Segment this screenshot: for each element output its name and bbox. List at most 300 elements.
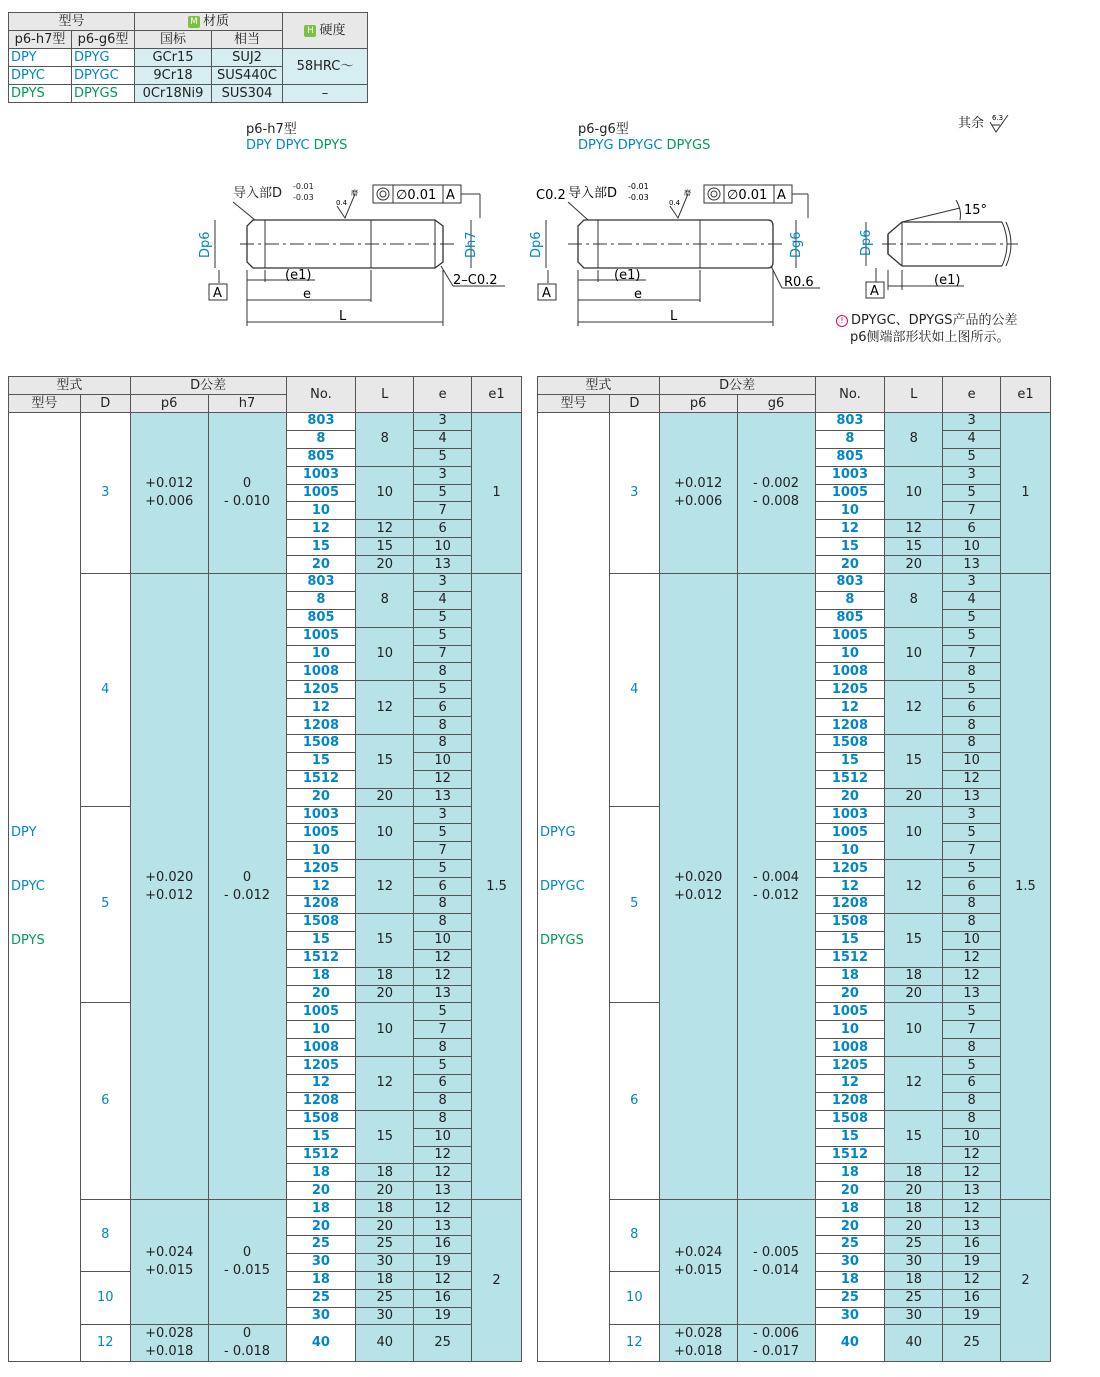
part-number-cell: 12 bbox=[286, 1074, 356, 1092]
length-cell: 25 bbox=[885, 1289, 943, 1307]
diameter-cell: 8 bbox=[609, 1200, 659, 1272]
length-cell: 20 bbox=[885, 1182, 943, 1200]
part-number-cell: 40 bbox=[815, 1325, 885, 1362]
part-number-cell: 15 bbox=[286, 752, 356, 770]
length-cell: 10 bbox=[356, 466, 414, 520]
svg-text:-0.03: -0.03 bbox=[293, 193, 314, 202]
hardness-cell: – bbox=[283, 85, 368, 103]
hdr-p6: p6 bbox=[130, 395, 208, 413]
hdr-no: No. bbox=[286, 377, 356, 413]
length-cell: 8 bbox=[885, 574, 943, 628]
length-cell: 20 bbox=[356, 788, 414, 806]
part-number-cell: 20 bbox=[815, 1218, 885, 1236]
diameter-cell: 4 bbox=[609, 574, 659, 807]
right-spec-table bbox=[537, 376, 1051, 1362]
length-cell: 15 bbox=[885, 735, 943, 789]
hdr-hardness: H 硬度 bbox=[283, 13, 368, 49]
model-cell: DPYGC bbox=[72, 67, 135, 85]
part-number-cell: 803 bbox=[815, 413, 885, 431]
length-cell: 20 bbox=[356, 985, 414, 1003]
e-cell: 7 bbox=[414, 842, 472, 860]
diameter-cell: 6 bbox=[80, 1003, 130, 1200]
length-cell: 15 bbox=[885, 913, 943, 967]
hdr-tol2: g6 bbox=[737, 395, 815, 413]
part-number-cell: 1005 bbox=[815, 1003, 885, 1021]
e1-cell: 1 bbox=[1001, 413, 1051, 574]
e-cell: 19 bbox=[414, 1307, 472, 1325]
hardness-cell: 58HRC～ bbox=[283, 49, 368, 85]
part-number-cell: 1005 bbox=[815, 484, 885, 502]
part-number-cell: 803 bbox=[286, 413, 356, 431]
tolerance-cell: 0 - 0.015 bbox=[208, 1200, 286, 1325]
p6-tolerance-cell: +0.020 +0.012 bbox=[659, 574, 737, 1200]
diameter-cell: 12 bbox=[609, 1325, 659, 1362]
hdr-model: 型号 bbox=[9, 395, 81, 413]
part-number-cell: 15 bbox=[815, 752, 885, 770]
e-cell: 10 bbox=[414, 752, 472, 770]
part-number-cell: 1208 bbox=[815, 717, 885, 735]
e-cell: 13 bbox=[414, 556, 472, 574]
diameter-cell: 8 bbox=[80, 1200, 130, 1272]
svg-text:e: e bbox=[303, 287, 311, 302]
part-number-cell: 12 bbox=[286, 520, 356, 538]
e-cell: 5 bbox=[943, 1003, 1001, 1021]
part-number-cell: 15 bbox=[815, 931, 885, 949]
tolerance-cell: 0 - 0.010 bbox=[208, 413, 286, 574]
model-cell: DPY bbox=[9, 49, 72, 67]
part-number-cell: 10 bbox=[815, 502, 885, 520]
model-cell: DPYS bbox=[9, 85, 72, 103]
e-cell: 3 bbox=[943, 574, 1001, 592]
part-number-cell: 12 bbox=[815, 520, 885, 538]
part-number-cell: 10 bbox=[286, 1021, 356, 1039]
model-cell: DPYGS bbox=[72, 85, 135, 103]
part-number-cell: 12 bbox=[286, 699, 356, 717]
right-drawing-title: p6-g6型 DPYG DPYGC DPYGS bbox=[578, 122, 711, 153]
e-cell: 12 bbox=[943, 967, 1001, 985]
model-column: DPY DPYC DPYS bbox=[9, 413, 81, 1362]
part-number-cell: 15 bbox=[286, 538, 356, 556]
part-number-cell: 20 bbox=[815, 1182, 885, 1200]
part-number-cell: 18 bbox=[286, 1200, 356, 1218]
part-number-cell: 10 bbox=[815, 645, 885, 663]
svg-text:(e1): (e1) bbox=[614, 268, 641, 283]
part-number-cell: 18 bbox=[815, 1200, 885, 1218]
svg-text:0.4: 0.4 bbox=[669, 199, 681, 207]
part-number-cell: 20 bbox=[286, 1182, 356, 1200]
svg-text:L: L bbox=[670, 309, 678, 324]
e-cell: 8 bbox=[414, 1039, 472, 1057]
e-cell: 12 bbox=[414, 949, 472, 967]
part-number-cell: 18 bbox=[815, 967, 885, 985]
e-cell: 8 bbox=[414, 896, 472, 914]
svg-text:A: A bbox=[777, 188, 786, 203]
e-cell: 5 bbox=[943, 609, 1001, 627]
part-number-cell: 803 bbox=[286, 574, 356, 592]
part-number-cell: 10 bbox=[286, 502, 356, 520]
length-cell: 12 bbox=[885, 520, 943, 538]
part-number-cell: 1205 bbox=[286, 860, 356, 878]
hdr-L: L bbox=[885, 377, 943, 413]
length-cell: 20 bbox=[885, 1218, 943, 1236]
e-cell: 6 bbox=[943, 878, 1001, 896]
e-cell: 16 bbox=[943, 1235, 1001, 1253]
e-cell: 3 bbox=[414, 574, 472, 592]
part-number-cell: 1008 bbox=[286, 1039, 356, 1057]
p6-tolerance-cell: +0.024 +0.015 bbox=[659, 1200, 737, 1325]
length-cell: 12 bbox=[356, 520, 414, 538]
e-cell: 10 bbox=[943, 752, 1001, 770]
e-cell: 6 bbox=[943, 1074, 1001, 1092]
e-cell: 5 bbox=[943, 1057, 1001, 1075]
e-cell: 5 bbox=[943, 860, 1001, 878]
svg-text:2–C0.2: 2–C0.2 bbox=[453, 273, 498, 288]
e-cell: 12 bbox=[414, 1200, 472, 1218]
e-cell: 5 bbox=[414, 860, 472, 878]
svg-text:-0.01: -0.01 bbox=[628, 182, 649, 191]
e-cell: 5 bbox=[943, 824, 1001, 842]
part-number-cell: 12 bbox=[286, 878, 356, 896]
length-cell: 18 bbox=[885, 1271, 943, 1289]
e-cell: 8 bbox=[943, 663, 1001, 681]
diameter-cell: 10 bbox=[80, 1271, 130, 1325]
part-number-cell: 30 bbox=[286, 1307, 356, 1325]
e-cell: 10 bbox=[414, 1128, 472, 1146]
e-cell: 12 bbox=[943, 1271, 1001, 1289]
material-cell: SUJ2 bbox=[212, 49, 283, 67]
end-detail-drawing bbox=[852, 190, 1032, 310]
e-cell: 8 bbox=[943, 913, 1001, 931]
length-cell: 20 bbox=[356, 1218, 414, 1236]
length-cell: 12 bbox=[885, 860, 943, 914]
length-cell: 15 bbox=[356, 1110, 414, 1164]
svg-text:A: A bbox=[213, 286, 222, 301]
part-number-cell: 20 bbox=[815, 985, 885, 1003]
e-cell: 3 bbox=[943, 413, 1001, 431]
part-number-cell: 1208 bbox=[286, 896, 356, 914]
part-number-cell: 20 bbox=[286, 985, 356, 1003]
length-cell: 15 bbox=[356, 735, 414, 789]
e-cell: 5 bbox=[414, 681, 472, 699]
hdr-e: e bbox=[414, 377, 472, 413]
material-cell: GCr15 bbox=[135, 49, 212, 67]
length-cell: 30 bbox=[885, 1253, 943, 1271]
part-number-cell: 805 bbox=[815, 448, 885, 466]
model-column: DPYG DPYGC DPYGS bbox=[538, 413, 610, 1362]
hdr-equiv: 相当 bbox=[212, 31, 283, 49]
roughness-note: 其余 6.3 bbox=[958, 112, 1012, 135]
length-cell: 18 bbox=[885, 1200, 943, 1218]
length-cell: 20 bbox=[356, 1182, 414, 1200]
e-cell: 13 bbox=[414, 1182, 472, 1200]
e-cell: 4 bbox=[414, 430, 472, 448]
e-cell: 5 bbox=[943, 484, 1001, 502]
svg-text:A: A bbox=[542, 286, 551, 301]
part-number-cell: 30 bbox=[815, 1253, 885, 1271]
e-cell: 8 bbox=[943, 735, 1001, 753]
e-cell: 5 bbox=[943, 627, 1001, 645]
e-cell: 7 bbox=[943, 842, 1001, 860]
e-cell: 25 bbox=[414, 1325, 472, 1362]
svg-text:Dh7: Dh7 bbox=[464, 231, 479, 258]
part-number-cell: 1008 bbox=[286, 663, 356, 681]
model-cell: DPYC bbox=[9, 67, 72, 85]
model-cell: DPYG bbox=[72, 49, 135, 67]
part-number-cell: 1208 bbox=[286, 717, 356, 735]
e-cell: 5 bbox=[414, 1057, 472, 1075]
e-cell: 8 bbox=[943, 1092, 1001, 1110]
e-cell: 8 bbox=[414, 913, 472, 931]
e-cell: 16 bbox=[943, 1289, 1001, 1307]
part-number-cell: 1205 bbox=[815, 860, 885, 878]
part-number-cell: 18 bbox=[815, 1271, 885, 1289]
svg-text:15°: 15° bbox=[964, 203, 988, 218]
e-cell: 12 bbox=[414, 1271, 472, 1289]
svg-text:(e1): (e1) bbox=[285, 268, 312, 283]
diameter-cell: 5 bbox=[80, 806, 130, 1003]
hdr-material: M 材质 bbox=[135, 13, 283, 31]
e-cell: 3 bbox=[414, 413, 472, 431]
part-number-cell: 1512 bbox=[286, 949, 356, 967]
part-number-cell: 18 bbox=[286, 967, 356, 985]
e-cell: 12 bbox=[414, 770, 472, 788]
part-number-cell: 1512 bbox=[815, 770, 885, 788]
part-number-cell: 10 bbox=[286, 645, 356, 663]
hdr-p6g6: p6-g6型 bbox=[72, 31, 135, 49]
part-number-cell: 18 bbox=[286, 1271, 356, 1289]
e-cell: 6 bbox=[943, 699, 1001, 717]
part-number-cell: 30 bbox=[815, 1307, 885, 1325]
e-cell: 5 bbox=[414, 627, 472, 645]
svg-text:6.3: 6.3 bbox=[992, 113, 1004, 122]
part-number-cell: 1508 bbox=[286, 735, 356, 753]
part-number-cell: 15 bbox=[286, 1128, 356, 1146]
warning-icon: ! bbox=[836, 315, 848, 327]
part-number-cell: 25 bbox=[815, 1289, 885, 1307]
diameter-cell: 3 bbox=[609, 413, 659, 574]
svg-text:0.4: 0.4 bbox=[336, 199, 348, 207]
part-number-cell: 25 bbox=[815, 1235, 885, 1253]
svg-text:(e1): (e1) bbox=[934, 273, 961, 288]
e-cell: 8 bbox=[414, 717, 472, 735]
e-cell: 10 bbox=[414, 538, 472, 556]
length-cell: 30 bbox=[356, 1307, 414, 1325]
part-number-cell: 10 bbox=[286, 842, 356, 860]
part-number-cell: 1008 bbox=[815, 1039, 885, 1057]
roughness-icon bbox=[988, 113, 1012, 135]
svg-text:R0.6: R0.6 bbox=[784, 275, 814, 290]
right-pin-drawing bbox=[528, 178, 828, 328]
part-number-cell: 30 bbox=[286, 1253, 356, 1271]
e-cell: 5 bbox=[414, 448, 472, 466]
length-cell: 10 bbox=[356, 627, 414, 681]
length-cell: 12 bbox=[356, 1057, 414, 1111]
length-cell: 8 bbox=[356, 413, 414, 467]
hdr-dtol: D公差 bbox=[659, 377, 815, 395]
left-pin-drawing bbox=[195, 178, 515, 328]
diameter-cell: 10 bbox=[609, 1271, 659, 1325]
hdr-type: 型式 bbox=[538, 377, 660, 395]
e-cell: 12 bbox=[943, 1164, 1001, 1182]
length-cell: 10 bbox=[885, 627, 943, 681]
part-number-cell: 40 bbox=[286, 1325, 356, 1362]
svg-text:-0.01: -0.01 bbox=[293, 182, 314, 191]
e-cell: 13 bbox=[414, 1218, 472, 1236]
hdr-dtol: D公差 bbox=[130, 377, 286, 395]
e-cell: 8 bbox=[943, 1039, 1001, 1057]
svg-text:∅0.01: ∅0.01 bbox=[396, 188, 437, 203]
hardness-badge-icon: H bbox=[304, 25, 316, 37]
hdr-model: 型号 bbox=[9, 13, 135, 31]
material-badge-icon: M bbox=[188, 16, 200, 28]
part-number-cell: 1005 bbox=[815, 824, 885, 842]
e-cell: 16 bbox=[414, 1235, 472, 1253]
length-cell: 30 bbox=[356, 1253, 414, 1271]
part-number-cell: 8 bbox=[286, 591, 356, 609]
length-cell: 18 bbox=[885, 967, 943, 985]
length-cell: 10 bbox=[356, 1003, 414, 1057]
part-number-cell: 1008 bbox=[815, 663, 885, 681]
part-number-cell: 20 bbox=[815, 788, 885, 806]
part-number-cell: 1512 bbox=[286, 1146, 356, 1164]
svg-text:-0.03: -0.03 bbox=[628, 193, 649, 202]
length-cell: 18 bbox=[356, 967, 414, 985]
part-number-cell: 1512 bbox=[815, 1146, 885, 1164]
part-number-cell: 18 bbox=[286, 1164, 356, 1182]
length-cell: 30 bbox=[885, 1307, 943, 1325]
length-cell: 15 bbox=[885, 538, 943, 556]
e-cell: 4 bbox=[943, 430, 1001, 448]
part-number-cell: 1003 bbox=[286, 806, 356, 824]
part-number-cell: 805 bbox=[815, 609, 885, 627]
e-cell: 12 bbox=[414, 1164, 472, 1182]
length-cell: 12 bbox=[356, 860, 414, 914]
svg-text:Dg6: Dg6 bbox=[789, 231, 804, 258]
hdr-e1: e1 bbox=[1001, 377, 1051, 413]
length-cell: 20 bbox=[356, 556, 414, 574]
length-cell: 8 bbox=[356, 574, 414, 628]
part-number-cell: 1208 bbox=[286, 1092, 356, 1110]
part-number-cell: 8 bbox=[815, 591, 885, 609]
part-number-cell: 803 bbox=[815, 574, 885, 592]
e1-cell: 2 bbox=[1001, 1200, 1051, 1362]
length-cell: 20 bbox=[885, 985, 943, 1003]
length-cell: 15 bbox=[885, 1110, 943, 1164]
length-cell: 15 bbox=[356, 913, 414, 967]
e-cell: 5 bbox=[943, 681, 1001, 699]
e-cell: 8 bbox=[943, 896, 1001, 914]
diameter-cell: 3 bbox=[80, 413, 130, 574]
svg-text:导入部D: 导入部D bbox=[233, 186, 283, 201]
part-number-cell: 15 bbox=[815, 538, 885, 556]
length-cell: 8 bbox=[885, 413, 943, 467]
svg-text:Dp6: Dp6 bbox=[859, 229, 874, 256]
hdr-p6h7: p6-h7型 bbox=[9, 31, 72, 49]
e-cell: 7 bbox=[414, 502, 472, 520]
e-cell: 8 bbox=[943, 717, 1001, 735]
svg-text:A: A bbox=[446, 188, 455, 203]
e-cell: 13 bbox=[943, 1182, 1001, 1200]
product-note: ! DPYGC、DPYGS产品的公差 p6侧端部形状如上图所示。 bbox=[836, 312, 1018, 346]
hdr-D: D bbox=[80, 395, 130, 413]
e-cell: 13 bbox=[414, 788, 472, 806]
e-cell: 7 bbox=[414, 1021, 472, 1039]
part-number-cell: 1508 bbox=[815, 735, 885, 753]
part-number-cell: 20 bbox=[286, 556, 356, 574]
length-cell: 40 bbox=[885, 1325, 943, 1362]
e-cell: 5 bbox=[414, 609, 472, 627]
hdr-gb: 国标 bbox=[135, 31, 212, 49]
diameter-cell: 12 bbox=[80, 1325, 130, 1362]
e-cell: 12 bbox=[943, 770, 1001, 788]
length-cell: 20 bbox=[885, 788, 943, 806]
part-number-cell: 1205 bbox=[286, 1057, 356, 1075]
svg-text:∅0.01: ∅0.01 bbox=[727, 188, 768, 203]
part-number-cell: 8 bbox=[286, 430, 356, 448]
length-cell: 12 bbox=[885, 681, 943, 735]
length-cell: 12 bbox=[885, 1057, 943, 1111]
part-number-cell: 1205 bbox=[815, 681, 885, 699]
part-number-cell: 12 bbox=[815, 1074, 885, 1092]
e-cell: 3 bbox=[414, 806, 472, 824]
tolerance-cell: - 0.006 - 0.017 bbox=[737, 1325, 815, 1362]
length-cell: 10 bbox=[885, 466, 943, 520]
e-cell: 8 bbox=[414, 1092, 472, 1110]
length-cell: 10 bbox=[885, 806, 943, 860]
e-cell: 8 bbox=[414, 735, 472, 753]
e-cell: 7 bbox=[943, 1021, 1001, 1039]
part-number-cell: 805 bbox=[286, 609, 356, 627]
length-cell: 15 bbox=[356, 538, 414, 556]
diameter-cell: 4 bbox=[80, 574, 130, 807]
e-cell: 6 bbox=[414, 1074, 472, 1092]
left-drawing-title: p6-h7型 DPY DPYC DPYS bbox=[246, 122, 348, 153]
diameter-cell: 5 bbox=[609, 806, 659, 1003]
p6-tolerance-cell: +0.012 +0.006 bbox=[130, 413, 208, 574]
e-cell: 10 bbox=[943, 931, 1001, 949]
e-cell: 16 bbox=[414, 1289, 472, 1307]
e-cell: 12 bbox=[943, 1200, 1001, 1218]
length-cell: 20 bbox=[885, 556, 943, 574]
e-cell: 19 bbox=[414, 1253, 472, 1271]
e-cell: 4 bbox=[943, 591, 1001, 609]
e-cell: 13 bbox=[943, 556, 1001, 574]
part-number-cell: 10 bbox=[815, 842, 885, 860]
hdr-D: D bbox=[609, 395, 659, 413]
diameter-cell: 6 bbox=[609, 1003, 659, 1200]
svg-text:Dp6: Dp6 bbox=[198, 231, 213, 258]
e-cell: 3 bbox=[943, 806, 1001, 824]
e-cell: 13 bbox=[943, 985, 1001, 1003]
e-cell: 10 bbox=[943, 538, 1001, 556]
part-number-cell: 1005 bbox=[815, 627, 885, 645]
e1-cell: 1 bbox=[472, 413, 522, 574]
length-cell: 18 bbox=[356, 1164, 414, 1182]
p6-tolerance-cell: +0.024 +0.015 bbox=[130, 1200, 208, 1325]
hdr-e1: e1 bbox=[472, 377, 522, 413]
part-number-cell: 1205 bbox=[286, 681, 356, 699]
hdr-e: e bbox=[943, 377, 1001, 413]
part-number-cell: 1003 bbox=[815, 806, 885, 824]
part-number-cell: 12 bbox=[815, 878, 885, 896]
tolerance-cell: - 0.002 - 0.008 bbox=[737, 413, 815, 574]
material-table bbox=[8, 12, 368, 103]
e-cell: 5 bbox=[414, 1003, 472, 1021]
tolerance-cell: 0 - 0.012 bbox=[208, 574, 286, 1200]
e-cell: 13 bbox=[943, 788, 1001, 806]
part-number-cell: 1003 bbox=[815, 466, 885, 484]
part-number-cell: 25 bbox=[286, 1289, 356, 1307]
